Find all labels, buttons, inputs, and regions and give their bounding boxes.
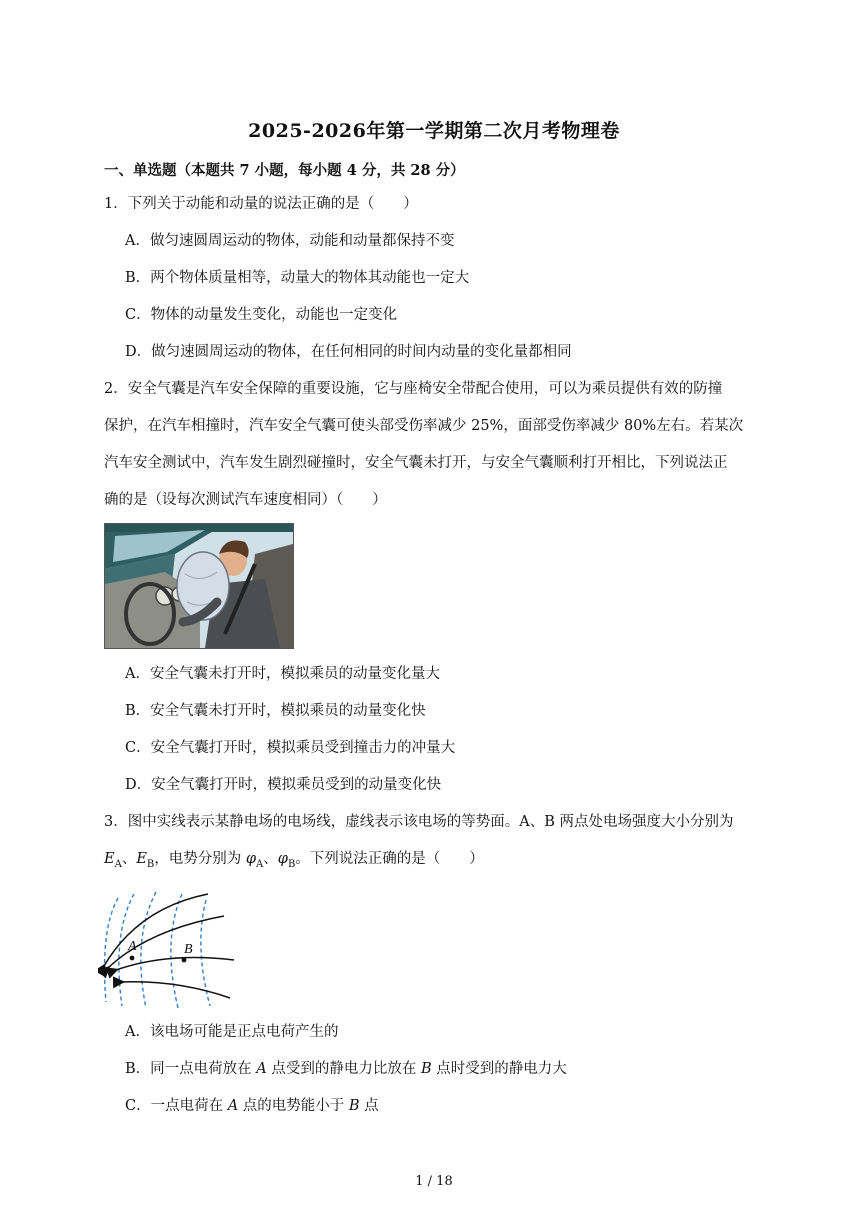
electric-field-figure xyxy=(98,890,248,1010)
option-text: 点的电势能小于 xyxy=(238,1098,349,1114)
field-lines-diagram xyxy=(98,890,248,1010)
q2-option-b: B．安全气囊未打开时，模拟乘员的动量变化快 xyxy=(125,703,426,719)
q1-option-b: B．两个物体质量相等，动量大的物体其动能也一定大 xyxy=(125,270,470,286)
symbol-a: A xyxy=(227,1098,239,1114)
symbol-b: B xyxy=(420,1061,432,1077)
q1-option-a: A．做匀速圆周运动的物体，动能和动量都保持不变 xyxy=(125,233,455,249)
symbol-b: B xyxy=(348,1098,360,1114)
q1-option-c: C．物体的动量发生变化，动能也一定变化 xyxy=(125,307,398,323)
q2-stem-line4: 确的是（设每次测试汽车速度相同）（ ） xyxy=(104,492,387,508)
point-a xyxy=(130,956,135,961)
q2-stem-line1: 2．安全气囊是汽车安全保障的重要设施，它与座椅安全带配合使用，可以为乘员提供有效的防撞 xyxy=(104,381,723,397)
q3-option-a: A．该电场可能是正点电荷产生的 xyxy=(125,1024,339,1040)
page-title: 2025-2026年第一学期第二次月考物理卷 xyxy=(248,120,620,142)
q1-option-d: D．做匀速圆周运动的物体，在任何相同的时间内动量的变化量都相同 xyxy=(125,344,572,360)
option-text: C．一点电荷在 xyxy=(125,1098,228,1114)
q2-stem-line3: 汽车安全测试中，汽车发生剧烈碰撞时，安全气囊未打开，与安全气囊顺利打开相比，下列说法正 xyxy=(104,455,728,471)
q3-option-c xyxy=(125,1096,379,1116)
symbol-phi-a: φ xyxy=(245,851,257,867)
q2-option-c: C．安全气囊打开时，模拟乘员受到撞击力的冲量大 xyxy=(125,740,456,756)
symbol-e-a: E xyxy=(104,851,115,867)
section-heading: 一、单选题（本题共 7 小题，每小题 4 分，共 28 分） xyxy=(104,162,465,179)
stem-text: 。下列说法正确的是（ ） xyxy=(295,851,484,867)
separator: 、 xyxy=(263,851,278,867)
q3-stem-line2 xyxy=(104,849,770,875)
option-text: 点 xyxy=(359,1098,379,1114)
option-text: 点受到的静电力比放在 xyxy=(266,1061,421,1077)
symbol-e-b: E xyxy=(136,851,147,867)
separator: 、 xyxy=(121,851,137,867)
q2-option-a: A．安全气囊未打开时，模拟乘员的动量变化量大 xyxy=(125,666,440,682)
q2-option-d: D．安全气囊打开时，模拟乘员受到的动量变化快 xyxy=(125,777,442,793)
airbag-illustration xyxy=(105,524,293,648)
q1-stem: 1．下列关于动能和动量的说法正确的是（ ） xyxy=(104,196,418,212)
symbol-e-a-sub: A xyxy=(114,858,122,870)
point-b xyxy=(182,958,187,963)
symbol-phi-a-sub: A xyxy=(256,858,264,870)
q2-stem-line2: 保护，在汽车相撞时，汽车安全气囊可使头部受伤率减少 25%，面部受伤率减少 80%左右。若某次 xyxy=(104,418,744,434)
stem-text: ，电势分别为 xyxy=(154,851,246,867)
q3-stem-line1: 3．图中实线表示某静电场的电场线，虚线表示该电场的等势面。A、B 两点处电场强度大小分别为 xyxy=(104,814,734,830)
option-text: B．同一点电荷放在 xyxy=(125,1061,257,1077)
symbol-phi-b-sub: B xyxy=(287,858,296,870)
symbol-phi-b: φ xyxy=(277,851,288,867)
label-b: B xyxy=(184,942,193,957)
label-a: A xyxy=(128,939,137,954)
q3-option-b xyxy=(125,1059,567,1079)
airbag-figure xyxy=(104,523,294,649)
page-number: 1 / 18 xyxy=(415,1174,453,1189)
symbol-e-b-sub: B xyxy=(146,858,155,870)
symbol-a: A xyxy=(256,1061,267,1077)
option-text: 点时受到的静电力大 xyxy=(431,1061,567,1077)
